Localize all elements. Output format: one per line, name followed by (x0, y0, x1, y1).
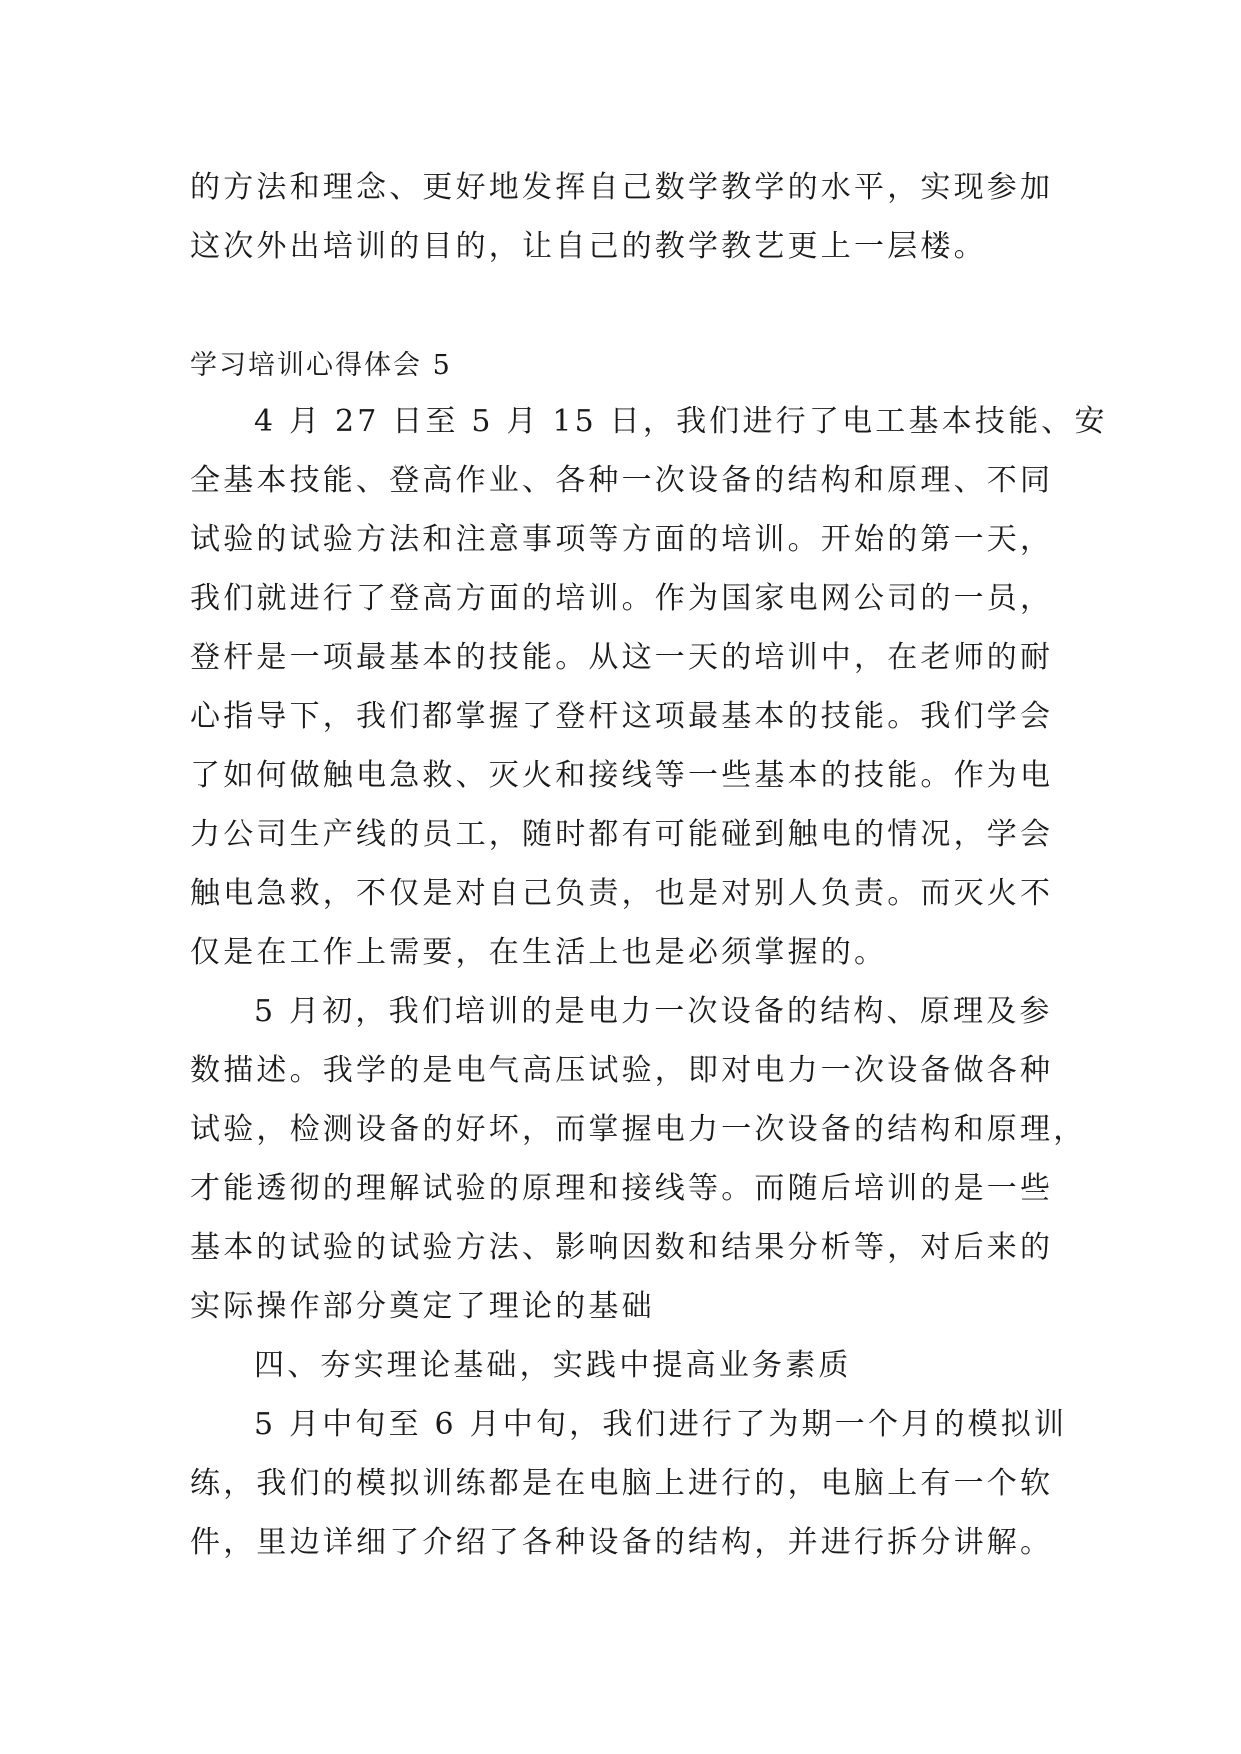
text-line: 登杆是一项最基本的技能。从这一天的培训中，在老师的耐 (190, 640, 1054, 675)
paragraph-first-line: 5 月中旬至 6 月中旬，我们进行了为期一个月的模拟训 (254, 1407, 1068, 1442)
section-heading: 学习培训心得体会 5 (190, 350, 452, 381)
text-line: 心指导下，我们都掌握了登杆这项最基本的技能。我们学会 (190, 699, 1054, 734)
text-line: 实际操作部分奠定了理论的基础 (190, 1289, 655, 1324)
text-line: 仅是在工作上需要，在生活上也是必须掌握的。 (190, 935, 888, 970)
text-line: 全基本技能、登高作业、各种一次设备的结构和原理、不同 (190, 463, 1054, 498)
text-line: 我们就进行了登高方面的培训。作为国家电网公司的一员， (190, 581, 1054, 616)
paragraph-first-line: 4 月 27 日至 5 月 15 日，我们进行了电工基本技能、安 (254, 404, 1108, 439)
body-text (190, 392, 1108, 1572)
text-line: 的方法和理念、更好地发挥自己数学教学的水平，实现参加 (190, 170, 1054, 205)
text-line: 基本的试验的试验方法、影响因数和结果分析等，对后来的 (190, 1230, 1054, 1265)
continued-paragraph (190, 158, 1070, 276)
text-line: 试验，检测设备的好坏，而掌握电力一次设备的结构和原理， (190, 1112, 1087, 1147)
text-line: 练，我们的模拟训练都是在电脑上进行的，电脑上有一个软 (190, 1466, 1054, 1501)
text-line: 了如何做触电急救、灭火和接线等一些基本的技能。作为电 (190, 758, 1054, 793)
text-line: 力公司生产线的员工，随时都有可能碰到触电的情况，学会 (190, 817, 1054, 852)
text-line: 数描述。我学的是电气高压试验，即对电力一次设备做各种 (190, 1053, 1054, 1088)
text-line: 件，里边详细了介绍了各种设备的结构，并进行拆分讲解。 (190, 1525, 1054, 1560)
paragraph-first-line: 5 月初，我们培训的是电力一次设备的结构、原理及参 (254, 994, 1053, 1029)
text-line: 才能透彻的理解试验的原理和接线等。而随后培训的是一些 (190, 1171, 1054, 1206)
text-line: 这次外出培训的目的，让自己的教学教艺更上一层楼。 (190, 229, 987, 264)
subheading-line: 四、夯实理论基础，实践中提高业务素质 (254, 1348, 852, 1383)
text-line: 触电急救，不仅是对自己负责，也是对别人负责。而灭火不 (190, 876, 1054, 911)
text-line: 试验的试验方法和注意事项等方面的培训。开始的第一天， (190, 522, 1054, 557)
